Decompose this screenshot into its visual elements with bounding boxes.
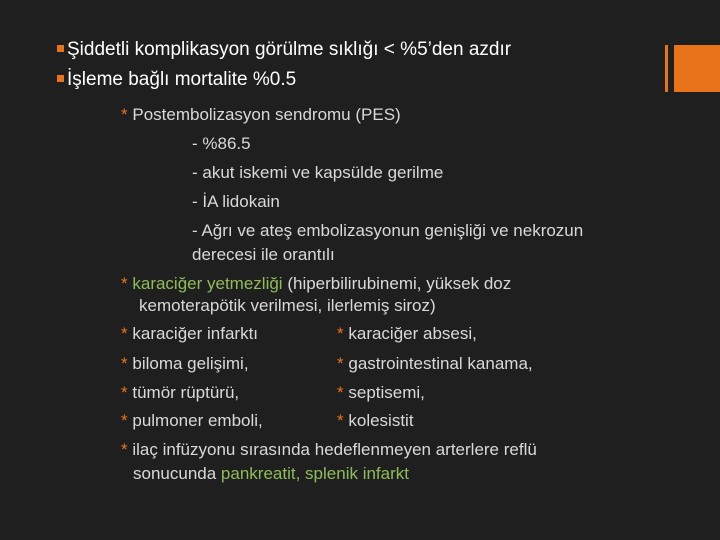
star-icon: * [121, 411, 128, 430]
pes-subitem: derecesi ile orantılı [192, 245, 335, 264]
complication-right [337, 412, 414, 429]
reflux-pancreatitis: pankreatit, [220, 464, 301, 483]
complication-label: gastrointestinal kanama, [348, 354, 533, 373]
accent-block [674, 45, 720, 92]
star-icon: * [337, 324, 344, 343]
bullet-square-icon [57, 75, 64, 82]
pes-title: Postembolizasyon sendromu (PES) [132, 105, 401, 124]
liver-failure-detail: (hiperbilirubinemi, yüksek doz [287, 274, 512, 293]
reflux-prefix: sonucunda [133, 464, 217, 483]
star-icon: * [121, 105, 128, 124]
complication-label: tümör rüptürü, [132, 383, 240, 402]
liver-failure-line2: kemoterapötik verilmesi, ilerlemiş siroz) [139, 296, 436, 315]
pes-subitem: - İA lidokain [192, 192, 280, 211]
pes-subitem: - Ağrı ve ateş embolizasyonun genişliği ve nekrozun [192, 221, 584, 240]
reflux-line1: ilaç infüzyonu sırasında hedeflenmeyen arterlere reflü [132, 440, 537, 459]
pes-subitem: - akut iskemi ve kapsülde gerilme [192, 163, 444, 182]
star-icon: * [121, 354, 128, 373]
complication-label: karaciğer absesi, [348, 324, 477, 343]
star-icon: * [121, 274, 128, 293]
complication-label: kolesistit [348, 411, 414, 430]
liver-failure-highlight: karaciğer yetmezliği [132, 274, 283, 293]
pes-subitem: - %86.5 [192, 134, 251, 153]
liver-failure-item [121, 275, 511, 292]
star-icon: * [121, 440, 128, 459]
bullet-mortality: İşleme bağlı mortalite %0.5 [67, 69, 297, 90]
complication-right [337, 325, 477, 342]
complication-label: pulmoner emboli, [132, 411, 263, 430]
complication-left [121, 384, 239, 401]
reflux-splenic: splenik infarkt [305, 464, 409, 483]
complication-label: septisemi, [348, 383, 425, 402]
star-icon: * [121, 383, 128, 402]
reflux-item [121, 441, 537, 458]
star-icon: * [337, 383, 344, 402]
complication-label: biloma gelişimi, [132, 354, 249, 373]
bullet-complication-rate: Şiddetli komplikasyon görülme sıklığı < %5’den azdır [67, 39, 512, 60]
reflux-line2 [133, 465, 409, 482]
complication-left [121, 325, 258, 342]
bullet-square-icon [57, 45, 64, 52]
star-icon: * [121, 324, 128, 343]
star-icon: * [337, 354, 344, 373]
complication-left [121, 412, 263, 429]
complication-right [337, 355, 533, 372]
complication-right [337, 384, 425, 401]
complication-label: karaciğer infarktı [132, 324, 259, 343]
accent-line [665, 45, 668, 92]
pes-item [121, 106, 401, 123]
complication-left [121, 355, 249, 372]
star-icon: * [337, 411, 344, 430]
